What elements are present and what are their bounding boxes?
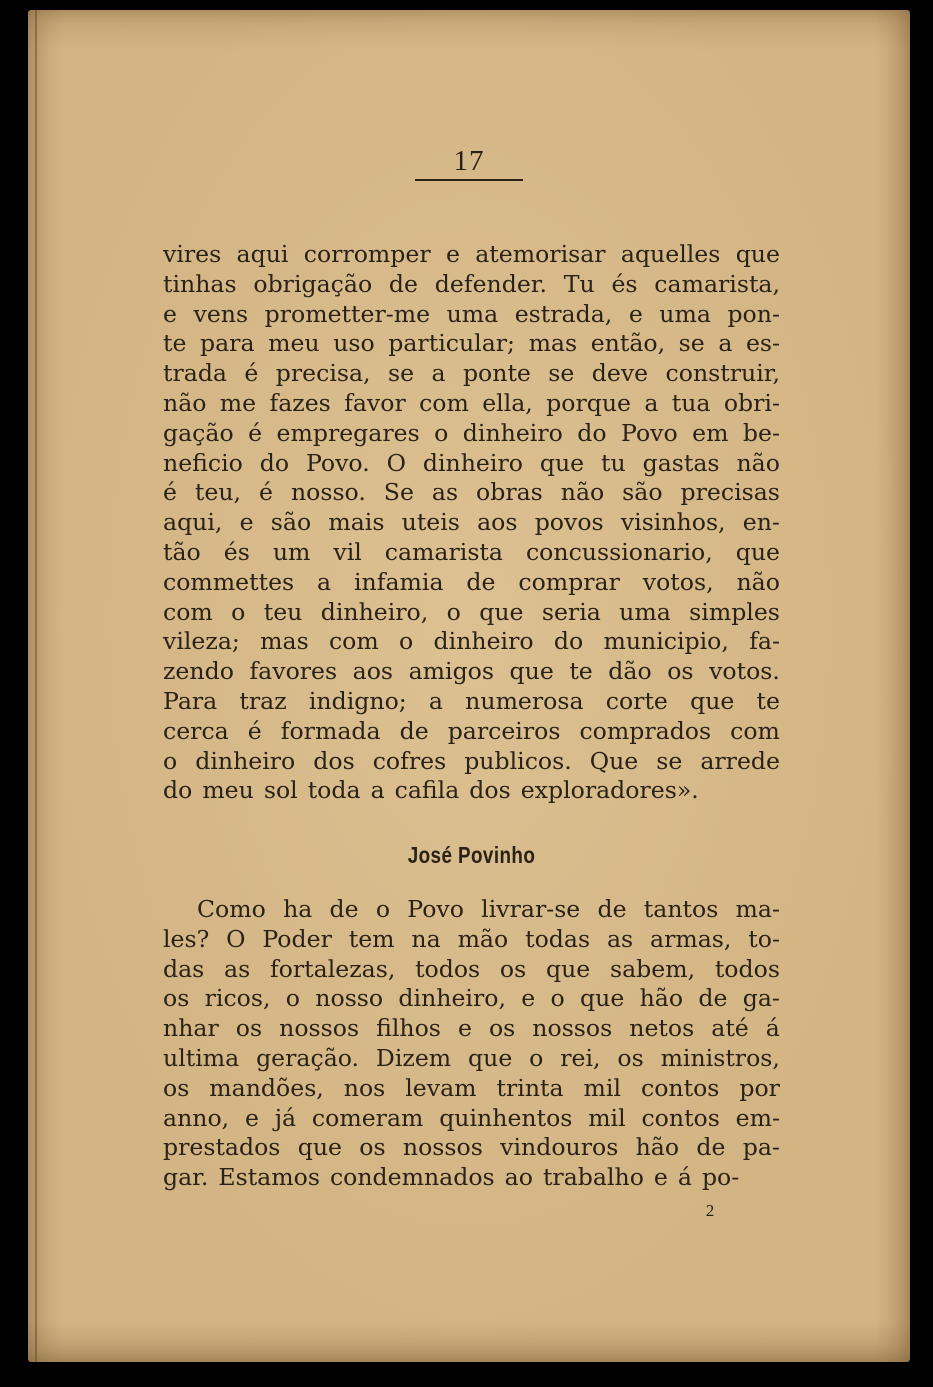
text-line: prestados que os nossos vindouros hão de pa- xyxy=(163,1133,780,1162)
text-line: ultima geração. Dizem que o rei, os ministros, xyxy=(163,1043,780,1072)
page-spine-edge xyxy=(35,10,37,1362)
text-line: tinhas obrigação de defender. Tu és camarista, xyxy=(163,269,780,298)
text-line: nhar os nossos filhos e os nossos netos até á xyxy=(163,1014,780,1043)
text-line: tão és um vil camarista concussionario, que xyxy=(163,537,780,566)
paragraph-continuation xyxy=(163,240,780,806)
printer-signature-mark: 2 xyxy=(705,1201,715,1220)
text-line: e vens prometter-me uma estrada, e uma pon- xyxy=(163,299,780,328)
text-line: não me fazes favor com ella, porque a tua obri- xyxy=(163,388,780,417)
text-line: neficio do Povo. O dinheiro que tu gastas não xyxy=(163,448,780,477)
text-line: vileza; mas com o dinheiro do municipio, fa- xyxy=(163,627,780,656)
text-line: les? O Poder tem na mão todas as armas, to- xyxy=(163,924,780,953)
text-line: gação é empregares o dinheiro do Povo em be- xyxy=(163,418,780,447)
text-line: os mandões, nos levam trinta mil contos por xyxy=(163,1073,780,1102)
text-line: trada é precisa, se a ponte se deve construir, xyxy=(163,359,780,388)
speaker-heading: José Povinho xyxy=(407,842,536,868)
text-line: anno, e já comeram quinhentos mil contos em- xyxy=(163,1103,780,1132)
text-line: Para traz indigno; a numerosa corte que te xyxy=(163,686,780,715)
text-line: gar. Estamos condemnados ao trabalho e á po- xyxy=(163,1163,740,1192)
text-line: os ricos, o nosso dinheiro, e o que hão de ga- xyxy=(163,984,780,1013)
text-line: vires aqui corromper e atemorisar aquelles que xyxy=(163,240,780,268)
text-line: zendo favores aos amigos que te dão os votos. xyxy=(163,657,780,686)
paragraph-speaker xyxy=(163,895,780,1193)
text-line: commettes a infamia de comprar votos, não xyxy=(163,567,780,596)
page-number: 17 xyxy=(453,145,485,177)
text-line: é teu, é nosso. Se as obras não são precisas xyxy=(163,478,780,507)
text-line: o dinheiro dos cofres publicos. Que se arrede xyxy=(163,746,780,775)
text-line: das as fortalezas, todos os que sabem, todos xyxy=(163,954,780,983)
text-line: aqui, e são mais uteis aos povos visinhos, en- xyxy=(163,508,780,537)
page-number-rule xyxy=(415,179,523,181)
text-line: te para meu uso particular; mas então, se a es- xyxy=(163,329,780,358)
text-line: do meu sol toda a cafila dos exploradores». xyxy=(163,776,699,805)
text-line: com o teu dinheiro, o que seria uma simples xyxy=(163,597,780,626)
text-line: cerca é formada de parceiros comprados com xyxy=(163,716,780,745)
text-line: Como ha de o Povo livrar-se de tantos ma- xyxy=(197,895,780,923)
